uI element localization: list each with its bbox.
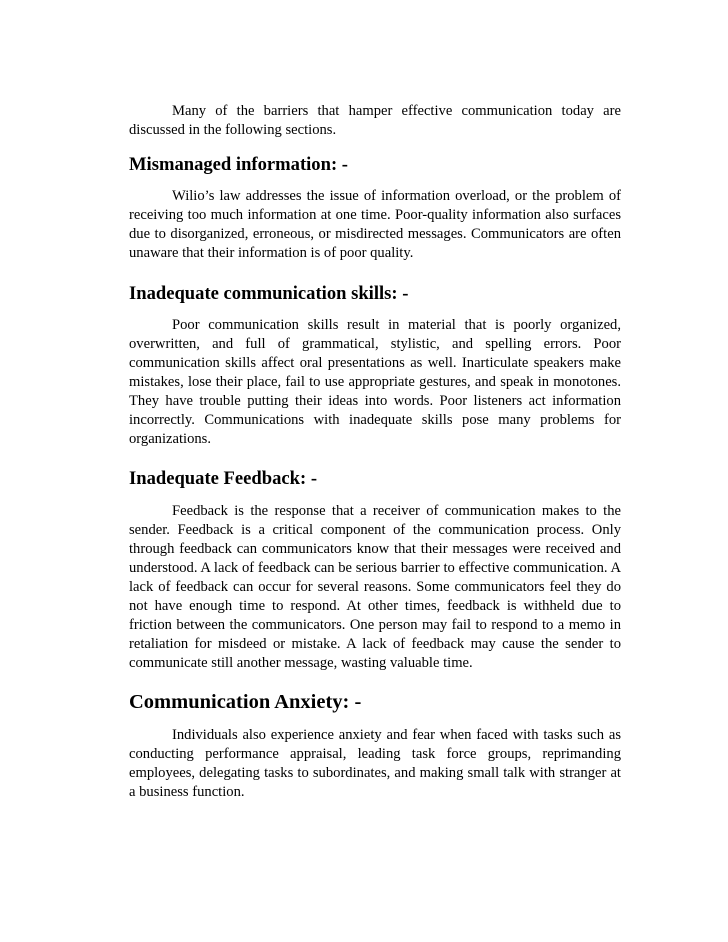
paragraph-mismanaged-information: Wilio’s law addresses the issue of information overload, or the problem of receiving too much information at one time. Poor-quality information also surfaces due to disorganized, erroneous, or misdirected messages. Communicators are often unaware that their information is of poor quality. bbox=[129, 188, 621, 261]
paragraph-communication-anxiety: Individuals also experience anxiety and fear when faced with tasks such as conducting performance appraisal, leading task force groups, reprimanding employees, delegating tasks to subordinates, and making small talk with stranger at a business function. bbox=[129, 727, 621, 800]
heading-inadequate-feedback: Inadequate Feedback: - bbox=[129, 468, 318, 489]
heading-inadequate-communication-skills: Inadequate communication skills: - bbox=[129, 283, 409, 304]
intro-paragraph: Many of the barriers that hamper effective communication today are discussed in the following sections. bbox=[129, 103, 621, 138]
heading-communication-anxiety: Communication Anxiety: - bbox=[129, 691, 362, 713]
document-body bbox=[129, 102, 621, 802]
paragraph-inadequate-feedback: Feedback is the response that a receiver of communication makes to the sender. Feedback is a critical component of the communication process. Only through feedback can communicators know that their messages were received and understood. A lack of feedback can be serious barrier to effective communication. A lack of feedback can occur for several reasons. Some communicators feel they do not have enough time to respond. At other times, feedback is withheld due to friction between the communicators. One person may fail to respond to a memo in retaliation for misdeed or mistake. A lack of feedback may cause the sender to communicate still another message, wasting valuable time. bbox=[129, 503, 621, 671]
heading-mismanaged-information: Mismanaged information: - bbox=[129, 154, 348, 175]
paragraph-inadequate-communication-skills: Poor communication skills result in material that is poorly organized, overwritten, and full of grammatical, stylistic, and spelling errors. Poor communication skills affect oral presentations as well. Inarticulate speakers make mistakes, lose their place, fail to use appropriate gestures, and speak in monotones. They have trouble putting their ideas into words. Poor listeners act information incorrectly. Communications with inadequate skills pose many problems for organizations. bbox=[129, 317, 621, 447]
